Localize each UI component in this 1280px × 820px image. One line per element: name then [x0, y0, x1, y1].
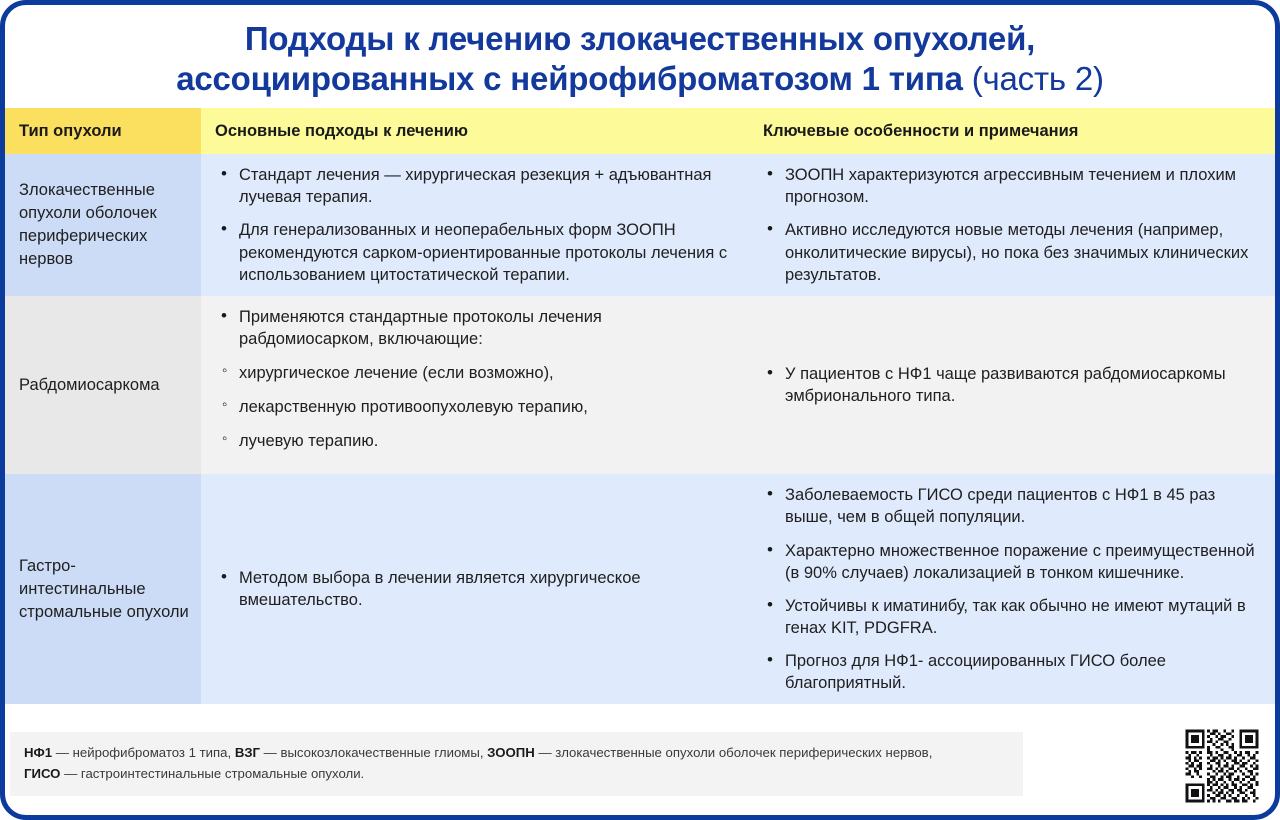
approaches-list [217, 567, 733, 611]
bullet-item: • Активно исследуются новые методы лечения (например, онколитические вирусы), но пока без значимых клинических результатов. [763, 219, 1259, 285]
cell-tumor-type: Рабдомиосаркома [5, 296, 201, 475]
table-row [5, 154, 1275, 296]
sub-bullet-item: ◦ лучевую терапию. [217, 430, 733, 452]
table-row [5, 296, 1275, 475]
sub-bullet-item: ◦ лекарственную противоопухолевую терапию, [217, 396, 733, 418]
abbr-giso-definition: — гастроинтестинальные стромальные опухоли. [60, 765, 365, 781]
footer-area [5, 725, 1275, 815]
column-header-features: Ключевые особенности и примечания [745, 108, 1275, 154]
abbr-vzg-definition: — высокозлокачественные глиомы, [259, 745, 488, 760]
treatment-table [5, 108, 1275, 704]
table-body [5, 154, 1275, 704]
page-title-line-2 [31, 59, 1249, 99]
abbr-nf1: НФ1 [24, 745, 53, 760]
features-list [763, 363, 1259, 407]
footnote-line-2 [24, 764, 1009, 785]
bullet-item: • Заболеваемость ГИСО среди пациентов с НФ1 в 45 раз выше, чем в общей популяции. [763, 484, 1259, 528]
bullet-item: • Для генерализованных и неоперабельных форм ЗООПН рекомендуются сарком-ориентированные протоколы лечения с использованием цитостатической терапии. [217, 219, 733, 285]
abbr-vzg: ВЗГ [234, 745, 260, 760]
abbr-zoopn: ЗООПН [487, 745, 535, 760]
features-list [763, 164, 1259, 286]
cell-tumor-type: Злокачественные опухоли оболочек периферических нервов [5, 154, 201, 296]
page-title-part-label: (часть 2) [971, 59, 1104, 97]
abbr-nf1-definition: — нейрофиброматоз 1 типа, [52, 745, 235, 760]
abbreviations-footnote [10, 732, 1023, 796]
page-title-line-1: Подходы к лечению злокачественных опухолей, [244, 20, 1036, 57]
cell-approaches [201, 154, 745, 296]
column-header-tumor-type: Тип опухоли [5, 108, 201, 154]
bullet-item: • Прогноз для НФ1- ассоциированных ГИСО более благоприятный. [763, 650, 1259, 694]
bullet-item: • Методом выбора в лечении является хирургическое вмешательство. [217, 567, 733, 611]
page-title-bold-part: ассоциированных с нейрофиброматозом 1 типа [176, 59, 963, 97]
bullet-item: • ЗООПН характеризуются агрессивным течением и плохим прогнозом. [763, 164, 1259, 208]
features-list [763, 484, 1259, 694]
cell-features [745, 154, 1275, 296]
bullet-item: • У пациентов с НФ1 чаще развиваются рабдомиосаркомы эмбрионального типа. [763, 363, 1259, 407]
approaches-list [217, 306, 733, 453]
page-title [5, 5, 1275, 108]
cell-approaches [201, 296, 745, 475]
table-row [5, 474, 1275, 704]
approaches-list [217, 164, 733, 286]
cell-approaches [201, 474, 745, 704]
abbr-giso: ГИСО [24, 765, 61, 781]
sub-bullet-item: ◦ хирургическое лечение (если возможно), [217, 362, 733, 384]
bullet-item: • Стандарт лечения — хирургическая резекция + адъювантная лучевая терапия. [217, 164, 733, 208]
bullet-item: • Характерно множественное поражение с преимущественной (в 90% случаев) локализацией в тонком кишечнике. [763, 540, 1259, 584]
cell-features [745, 474, 1275, 704]
bullet-item: • Применяются стандартные протоколы лечения рабдомиосарком, включающие: [217, 306, 733, 350]
cell-features [745, 296, 1275, 475]
table-header-row [5, 108, 1275, 154]
abbr-zoopn-definition: — злокачественные опухоли оболочек периферических нервов, [534, 745, 933, 760]
cell-tumor-type: Гастро-интестинальные стромальные опухоли [5, 474, 201, 704]
footnote-line-1 [24, 743, 1009, 764]
bullet-item: • Устойчивы к иматинибу, так как обычно не имеют мутаций в генах KIT, PDGFRA. [763, 595, 1259, 639]
qr-code-icon[interactable] [1183, 727, 1261, 805]
column-header-approaches: Основные подходы к лечению [201, 108, 745, 154]
